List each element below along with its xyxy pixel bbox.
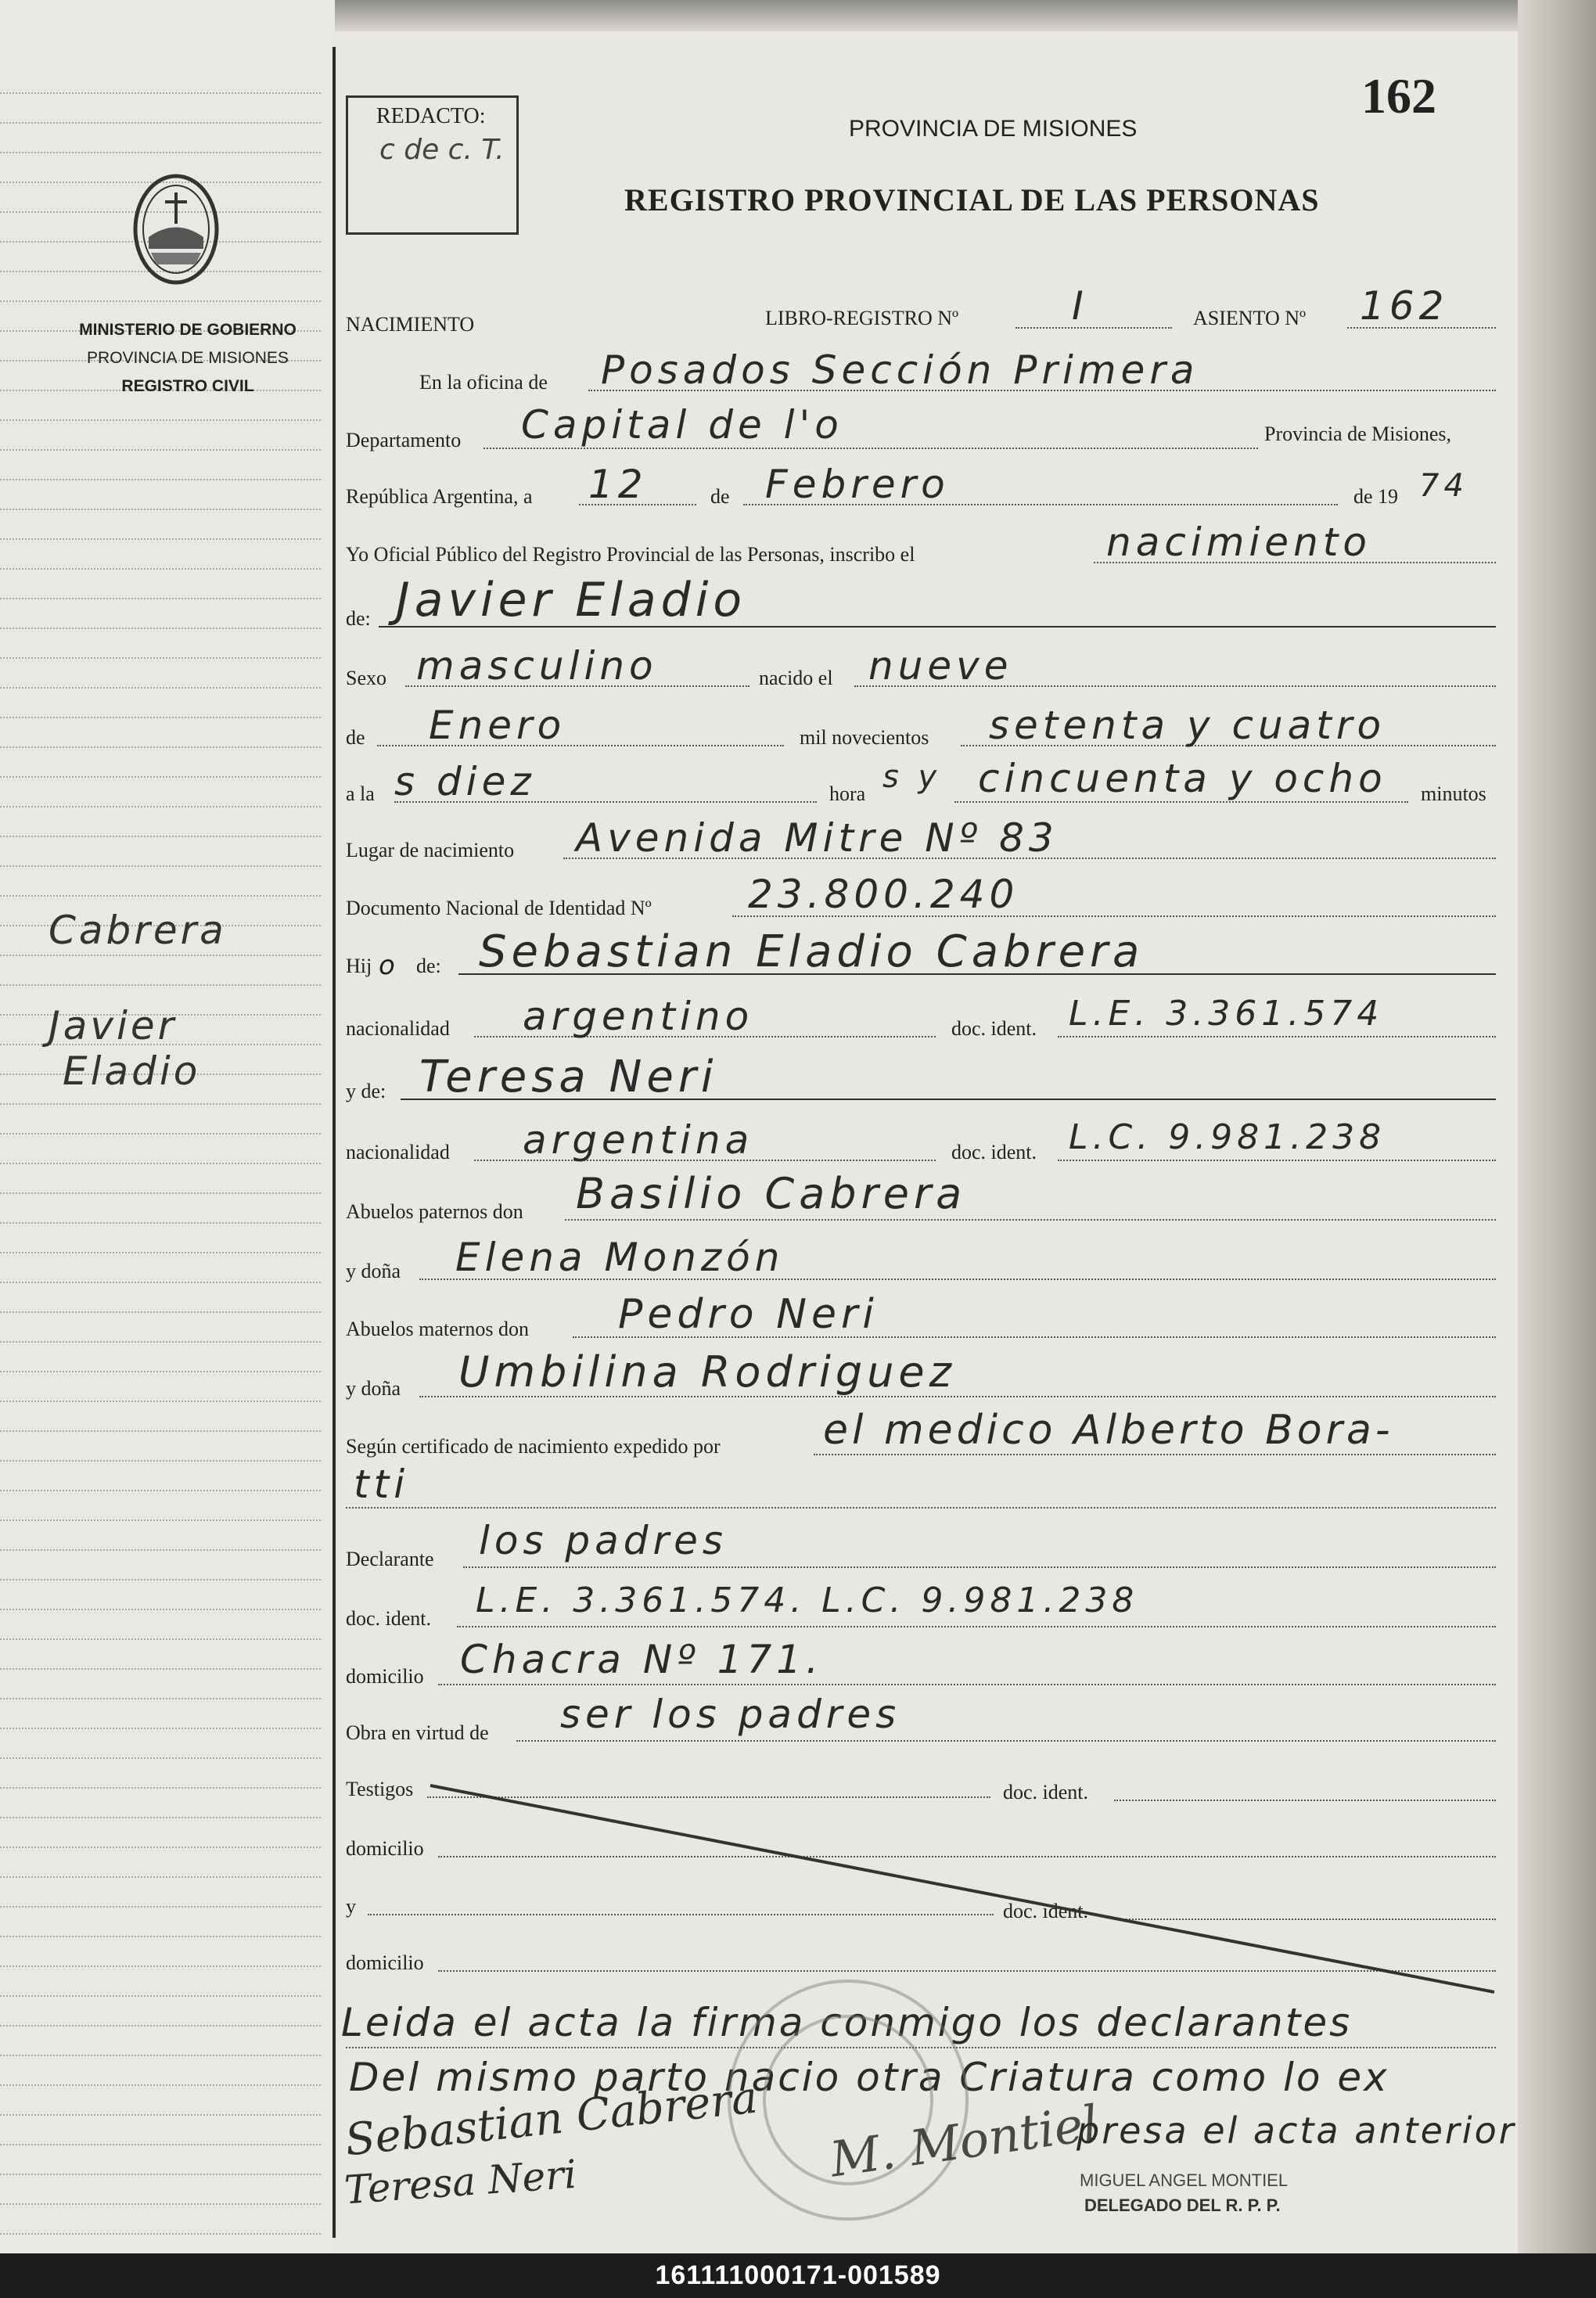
- margin-rule-line: [0, 1847, 321, 1848]
- margin-rule-line: [0, 1371, 321, 1372]
- testigos-doc-label: doc. ident.: [1003, 1781, 1089, 1804]
- hijo-de-label: de:: [416, 955, 441, 977]
- margin-rule-line: [0, 1787, 321, 1789]
- ministry-province: PROVINCIA DE MISIONES: [87, 349, 289, 367]
- ministry-title: MINISTERIO DE GOBIERNO: [79, 321, 297, 339]
- ab-pat-value: Basilio Cabrera: [576, 1169, 967, 1218]
- margin-rule-line: [0, 1133, 321, 1135]
- y-label: y: [346, 1895, 356, 1918]
- asiento-label: ASIENTO Nº: [1193, 307, 1307, 329]
- doc-madre-label: doc. ident.: [951, 1141, 1037, 1163]
- left-margin-column: [0, 0, 335, 2253]
- margin-rule-line: [0, 479, 321, 480]
- yo-value: nacimiento: [1106, 520, 1371, 565]
- margin-rule-line: [0, 1936, 321, 1937]
- margin-divider: [332, 47, 336, 2238]
- declarante-value: los padres: [479, 1518, 728, 1563]
- ab-pat-label: Abuelos paternos don: [346, 1200, 523, 1223]
- doc-decl-value: L.E. 3.361.574. L.C. 9.981.238: [476, 1581, 1139, 1620]
- segun-value-2: tti: [354, 1462, 410, 1507]
- margin-rule-line: [0, 1103, 321, 1105]
- testigos-label: Testigos: [346, 1778, 414, 1800]
- domicilio3-label: domicilio: [346, 1951, 424, 1974]
- mes-nac-value: Enero: [429, 703, 566, 748]
- doc-padre-label: doc. ident.: [951, 1017, 1037, 1040]
- ab-mat-dona-label: y doña: [346, 1377, 401, 1400]
- footer-code: 161111000171-001589: [0, 2253, 1596, 2298]
- margin-rule-line: [0, 806, 321, 807]
- y-doc-label: doc. ident.: [1003, 1900, 1089, 1922]
- margin-rule-line: [0, 1579, 321, 1581]
- margin-rule-line: [0, 509, 321, 510]
- anio-nac-value: setenta y cuatro: [989, 703, 1386, 748]
- book-page-edge: [1518, 0, 1596, 2253]
- nac-madre-label: nacionalidad: [346, 1141, 450, 1163]
- margin-rule-line: [0, 568, 321, 570]
- registry-title: REGISTRO PROVINCIAL DE LAS PERSONAS: [624, 182, 1320, 218]
- margin-rule-line: [0, 2025, 321, 2026]
- margin-rule-line: [0, 1757, 321, 1759]
- nac-madre-value: argentina: [523, 1117, 754, 1163]
- margin-rule-line: [0, 776, 321, 778]
- margin-rule-line: [0, 300, 321, 302]
- sexo-label: Sexo: [346, 667, 386, 689]
- libro-label: LIBRO-REGISTRO Nº: [765, 307, 959, 329]
- ab-mat-value: Pedro Neri: [618, 1291, 879, 1338]
- redacto-label: REDACTO:: [376, 104, 486, 128]
- departamento-label: Departamento: [346, 429, 462, 451]
- margin-given-name-2: Eladio: [63, 1048, 201, 1094]
- domicilio2-label: domicilio: [346, 1837, 424, 1860]
- margin-rule-line: [0, 1490, 321, 1491]
- official-name: MIGUEL ANGEL MONTIEL: [1080, 2170, 1289, 2190]
- margin-rule-line: [0, 1906, 321, 1908]
- margin-rule-line: [0, 1282, 321, 1283]
- margin-rule-line: [0, 628, 321, 629]
- margin-rule-line: [0, 836, 321, 837]
- nacido-label: nacido el: [759, 667, 833, 689]
- doc-decl-label: doc. ident.: [346, 1607, 432, 1630]
- margin-rule-line: [0, 1252, 321, 1253]
- margin-rule-line: [0, 1876, 321, 1878]
- nac-padre-label: nacionalidad: [346, 1017, 450, 1040]
- anio-value: 74: [1419, 468, 1468, 504]
- de-label: de: [710, 485, 730, 508]
- ab-pat-dona-value: Elena Monzón: [455, 1235, 785, 1280]
- margin-rule-line: [0, 2174, 321, 2175]
- yde-label: y de:: [346, 1080, 386, 1102]
- alas-label: a la: [346, 782, 375, 805]
- ministry-registry: REGISTRO CIVIL: [121, 377, 254, 395]
- dni-label: Documento Nacional de Identidad Nº: [346, 897, 652, 919]
- nota-1: Leida el acta la firma conmigo los declarantes: [341, 2000, 1353, 2045]
- dni-value: 23.800.240: [748, 872, 1019, 917]
- nacimiento-label: NACIMIENTO: [346, 313, 475, 336]
- margin-rule-line: [0, 657, 321, 659]
- obra-label: Obra en virtud de: [346, 1721, 489, 1744]
- margin-rule-line: [0, 538, 321, 540]
- margin-rule-line: [0, 1311, 321, 1313]
- margin-rule-line: [0, 1995, 321, 1997]
- oficina-value: Posados Sección Primera: [601, 347, 1199, 393]
- margin-rule-line: [0, 1460, 321, 1462]
- province-title: PROVINCIA DE MISIONES: [849, 116, 1138, 142]
- ab-pat-dona-label: y doña: [346, 1260, 401, 1282]
- margin-rule-line: [0, 1430, 321, 1432]
- hijo-suffix: o: [379, 950, 395, 981]
- margin-rule-line: [0, 1965, 321, 1967]
- margin-rule-line: [0, 419, 321, 421]
- segun-value: el medico Alberto Bora-: [823, 1407, 1394, 1454]
- hijo-label: Hij: [346, 955, 372, 977]
- minutos-label: minutos: [1421, 782, 1486, 805]
- margin-rule-line: [0, 1222, 321, 1224]
- dia-value: 12: [588, 462, 648, 507]
- lugar-value: Avenida Mitre Nº 83: [576, 815, 1059, 861]
- margin-rule-line: [0, 717, 321, 718]
- margin-rule-line: [0, 955, 321, 956]
- republica-label: República Argentina, a: [346, 485, 533, 508]
- margin-rule-line: [0, 2203, 321, 2205]
- margin-rule-line: [0, 449, 321, 451]
- margin-rule-line: [0, 1609, 321, 1610]
- margin-rule-line: [0, 598, 321, 599]
- margin-rule-line: [0, 92, 321, 94]
- yo-label: Yo Oficial Público del Registro Provincial de las Personas, inscribo el: [346, 543, 915, 566]
- margin-given-name-1: Javier: [49, 1003, 178, 1048]
- doc-madre-value: L.C. 9.981.238: [1069, 1117, 1386, 1157]
- nombre-value: Javier Eladio: [396, 573, 747, 628]
- nacido-value: nueve: [868, 643, 1013, 689]
- margin-rule-line: [0, 2084, 321, 2086]
- horas-value: s y: [882, 759, 942, 795]
- margin-rule-line: [0, 1192, 321, 1194]
- domicilio-value: Chacra Nº 171.: [460, 1637, 824, 1682]
- margin-rule-line: [0, 865, 321, 867]
- redacto-box: [346, 95, 519, 235]
- oficina-label: En la oficina de: [419, 371, 548, 394]
- nota-3: presa el acta anterior: [1077, 2109, 1516, 2152]
- margin-rule-line: [0, 122, 321, 124]
- departamento-value: Capital de l'o: [521, 402, 843, 448]
- provincia-label: Provincia de Misiones,: [1264, 423, 1452, 445]
- mil-label: mil novecientos: [800, 726, 929, 749]
- margin-surname: Cabrera: [49, 908, 227, 953]
- madre-value: Teresa Neri: [419, 1052, 718, 1102]
- crossed-out-line: [422, 1776, 1502, 2003]
- margin-rule-line: [0, 2114, 321, 2116]
- margin-rule-line: [0, 1668, 321, 1670]
- signature-mother: Teresa Neri: [343, 2151, 578, 2213]
- redacto-value: c de c. T.: [379, 134, 505, 166]
- ab-mat-dona-value: Umbilina Rodriguez: [458, 1347, 957, 1397]
- de3-label: de: [346, 726, 365, 749]
- horas-label: hora: [829, 782, 866, 805]
- margin-rule-line: [0, 984, 321, 986]
- lugar-label: Lugar de nacimiento: [346, 839, 515, 861]
- margin-rule-line: [0, 152, 321, 153]
- margin-rule-line: [0, 1817, 321, 1818]
- sexo-value: masculino: [416, 643, 658, 689]
- margin-rule-line: [0, 687, 321, 689]
- anio-label: de 19: [1353, 485, 1399, 508]
- nac-padre-value: argentino: [523, 994, 754, 1039]
- margin-rule-line: [0, 2055, 321, 2056]
- declarante-label: Declarante: [346, 1548, 434, 1570]
- margin-rule-line: [0, 1698, 321, 1699]
- libro-value: I: [1072, 283, 1088, 329]
- mes-value: Febrero: [765, 462, 950, 507]
- asiento-value: 162: [1360, 283, 1449, 329]
- minutos-value: cincuenta y ocho: [978, 756, 1387, 801]
- signature-official: M. Montiel: [826, 2094, 1102, 2188]
- margin-rule-line: [0, 2144, 321, 2145]
- nota-2: Del mismo parto nacio otra Criatura como lo ex: [349, 2055, 1389, 2100]
- margin-rule-line: [0, 1401, 321, 1402]
- margin-rule-line: [0, 1638, 321, 1640]
- margin-rule-line: [0, 1549, 321, 1551]
- padre-value: Sebastian Eladio Cabrera: [479, 926, 1145, 977]
- de2-label: de:: [346, 607, 371, 630]
- margin-rule-line: [0, 1519, 321, 1521]
- official-title: DELEGADO DEL R. P. P.: [1084, 2196, 1281, 2215]
- domicilio-label: domicilio: [346, 1665, 424, 1688]
- ab-mat-label: Abuelos maternos don: [346, 1318, 529, 1340]
- obra-value: ser los padres: [560, 1692, 901, 1737]
- segun-label: Según certificado de nacimiento expedido por: [346, 1435, 721, 1458]
- page-number: 162: [1361, 68, 1436, 124]
- margin-rule-line: [0, 1163, 321, 1164]
- province-seal-icon: [129, 171, 223, 288]
- doc-padre-value: L.E. 3.361.574: [1069, 994, 1384, 1034]
- signature-father: Sebastian Cabrera: [343, 2072, 760, 2167]
- margin-rule-line: [0, 895, 321, 897]
- margin-rule-line: [0, 746, 321, 748]
- margin-rule-line: [0, 2233, 321, 2235]
- margin-rule-line: [0, 1728, 321, 1729]
- margin-rule-line: [0, 1341, 321, 1343]
- alas-value: s diez: [394, 759, 536, 804]
